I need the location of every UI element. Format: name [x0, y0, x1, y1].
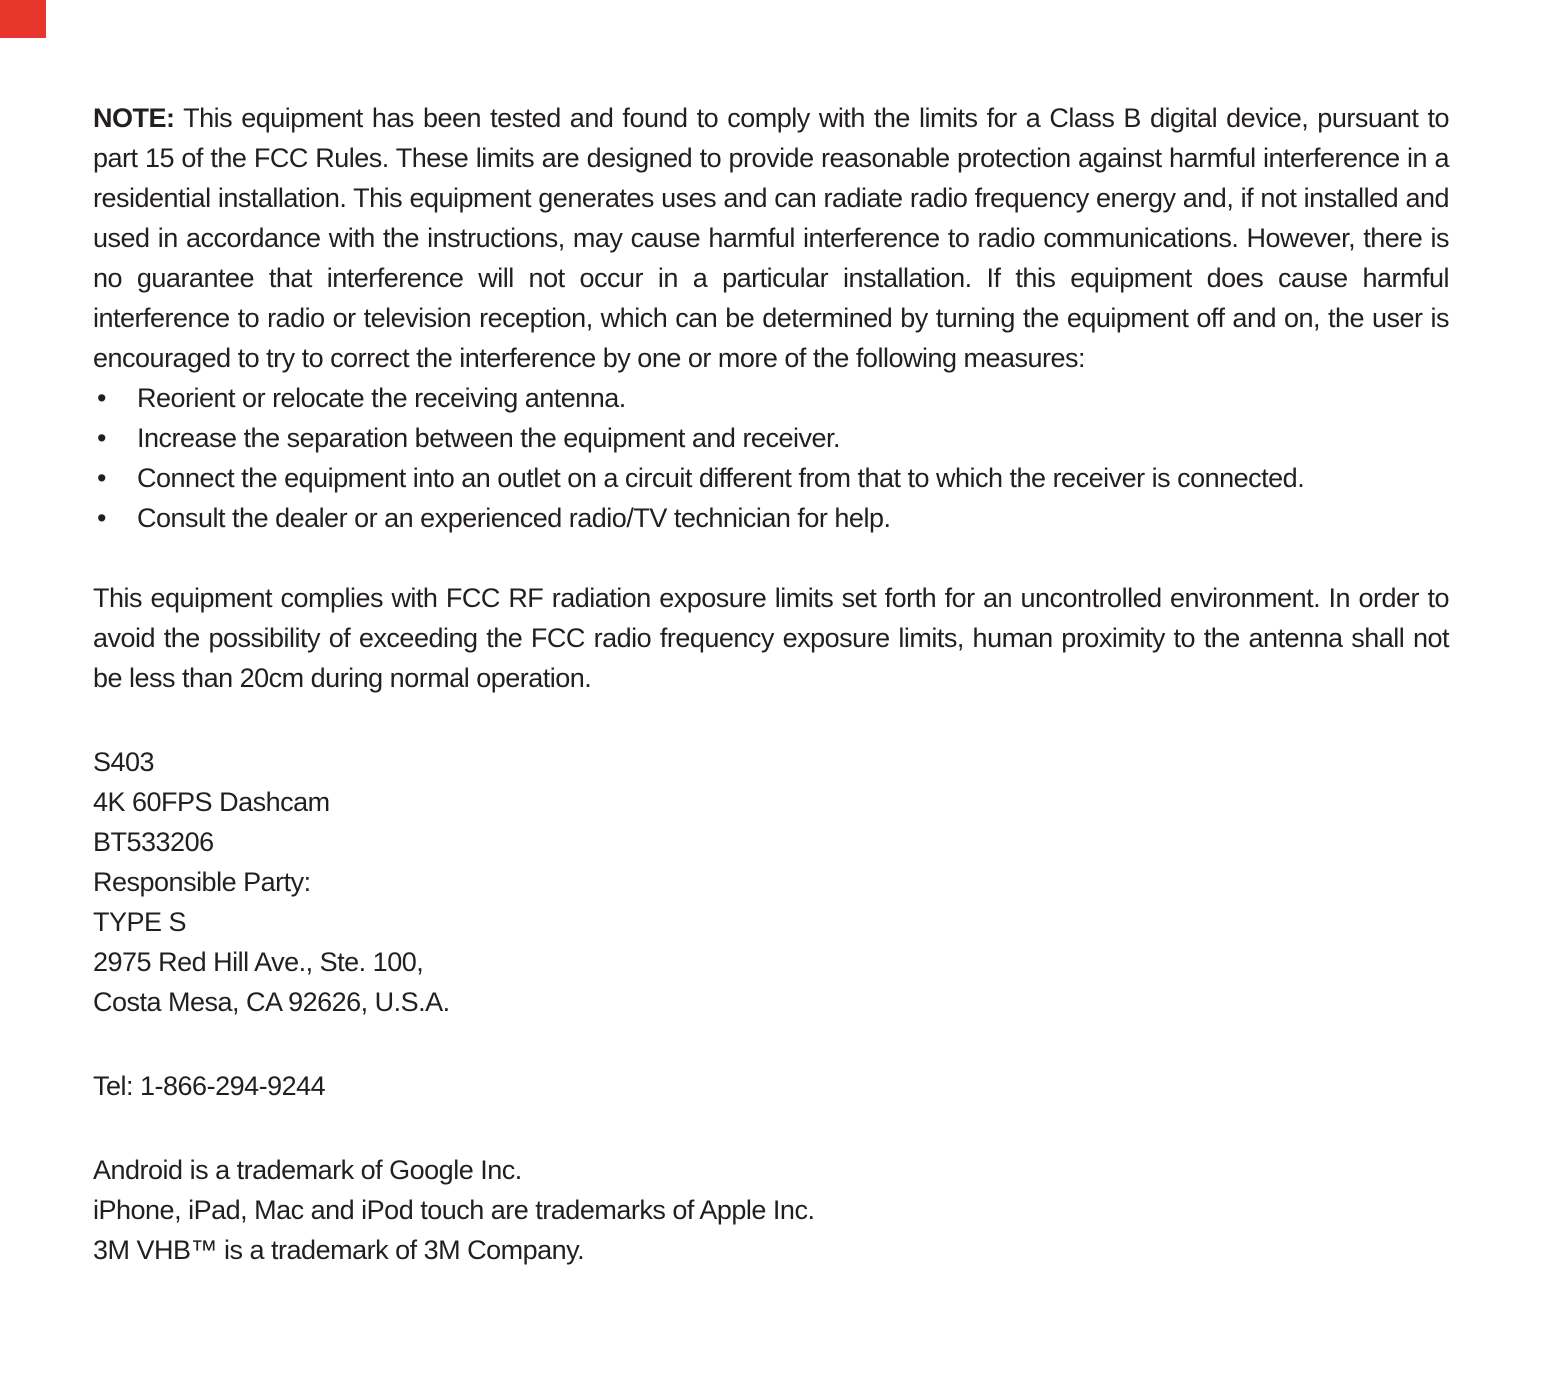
address-line-1: 2975 Red Hill Ave., Ste. 100, — [93, 947, 424, 977]
company-name: TYPE S — [93, 907, 187, 937]
trademark-block — [93, 1150, 1449, 1270]
list-item-text: Connect the equipment into an outlet on a circuit different from that to which the receiver is connected. — [137, 463, 1305, 493]
address-line-2: Costa Mesa, CA 92626, U.S.A. — [93, 987, 450, 1017]
product-model: S403 — [93, 747, 155, 777]
bullet-glyph: • — [97, 383, 106, 413]
contact-block — [93, 1066, 1449, 1106]
bullet-glyph: • — [97, 503, 106, 533]
telephone-line: Tel: 1-866-294-9244 — [93, 1071, 326, 1101]
list-item — [93, 458, 1449, 498]
note-label: NOTE: — [93, 103, 175, 133]
trademark-3m: 3M VHB™ is a trademark of 3M Company. — [93, 1235, 585, 1265]
product-name: 4K 60FPS Dashcam — [93, 787, 330, 817]
list-item — [93, 498, 1449, 538]
list-item-text: Increase the separation between the equipment and receiver. — [137, 423, 840, 453]
responsible-party-label: Responsible Party: — [93, 867, 311, 897]
fcc-note-paragraph — [93, 98, 1449, 378]
trademark-android: Android is a trademark of Google Inc. — [93, 1155, 522, 1185]
product-model-number: BT533206 — [93, 827, 214, 857]
list-item-text: Consult the dealer or an experienced radio/TV technician for help. — [137, 503, 891, 533]
rf-exposure-paragraph: This equipment complies with FCC RF radiation exposure limits set forth for an uncontrolled environment. In order to avoid the possibility of exceeding the FCC radio frequency exposure limits, human proximity to the antenna shall not be less than 20cm during normal operation. — [93, 583, 1449, 693]
bullet-glyph: • — [97, 463, 106, 493]
page-corner-accent — [0, 0, 46, 38]
product-info-block — [93, 742, 1449, 1022]
list-item-text: Reorient or relocate the receiving antenna. — [137, 383, 626, 413]
note-body-text: This equipment has been tested and found to comply with the limits for a Class B digital device, pursuant to part 15 of the FCC Rules. These limits are designed to provide reasonable protection against harmful interference in a residential installation. This equipment generates uses and can radiate radio frequency energy and, if not installed and used in accordance with the instructions, may cause harmful interference to radio communications. However, there is no guarantee that interference will not occur in a particular installation. If this equipment does cause harmful interference to radio or television reception, which can be determined by turning the equipment off and on, the user is encouraged to try to correct the interference by one or more of the following measures: — [93, 103, 1449, 373]
fcc-notice-content — [93, 98, 1449, 1270]
interference-measures-list — [93, 378, 1449, 538]
list-item — [93, 378, 1449, 418]
trademark-apple: iPhone, iPad, Mac and iPod touch are trademarks of Apple Inc. — [93, 1195, 815, 1225]
bullet-glyph: • — [97, 423, 106, 453]
list-item — [93, 418, 1449, 458]
